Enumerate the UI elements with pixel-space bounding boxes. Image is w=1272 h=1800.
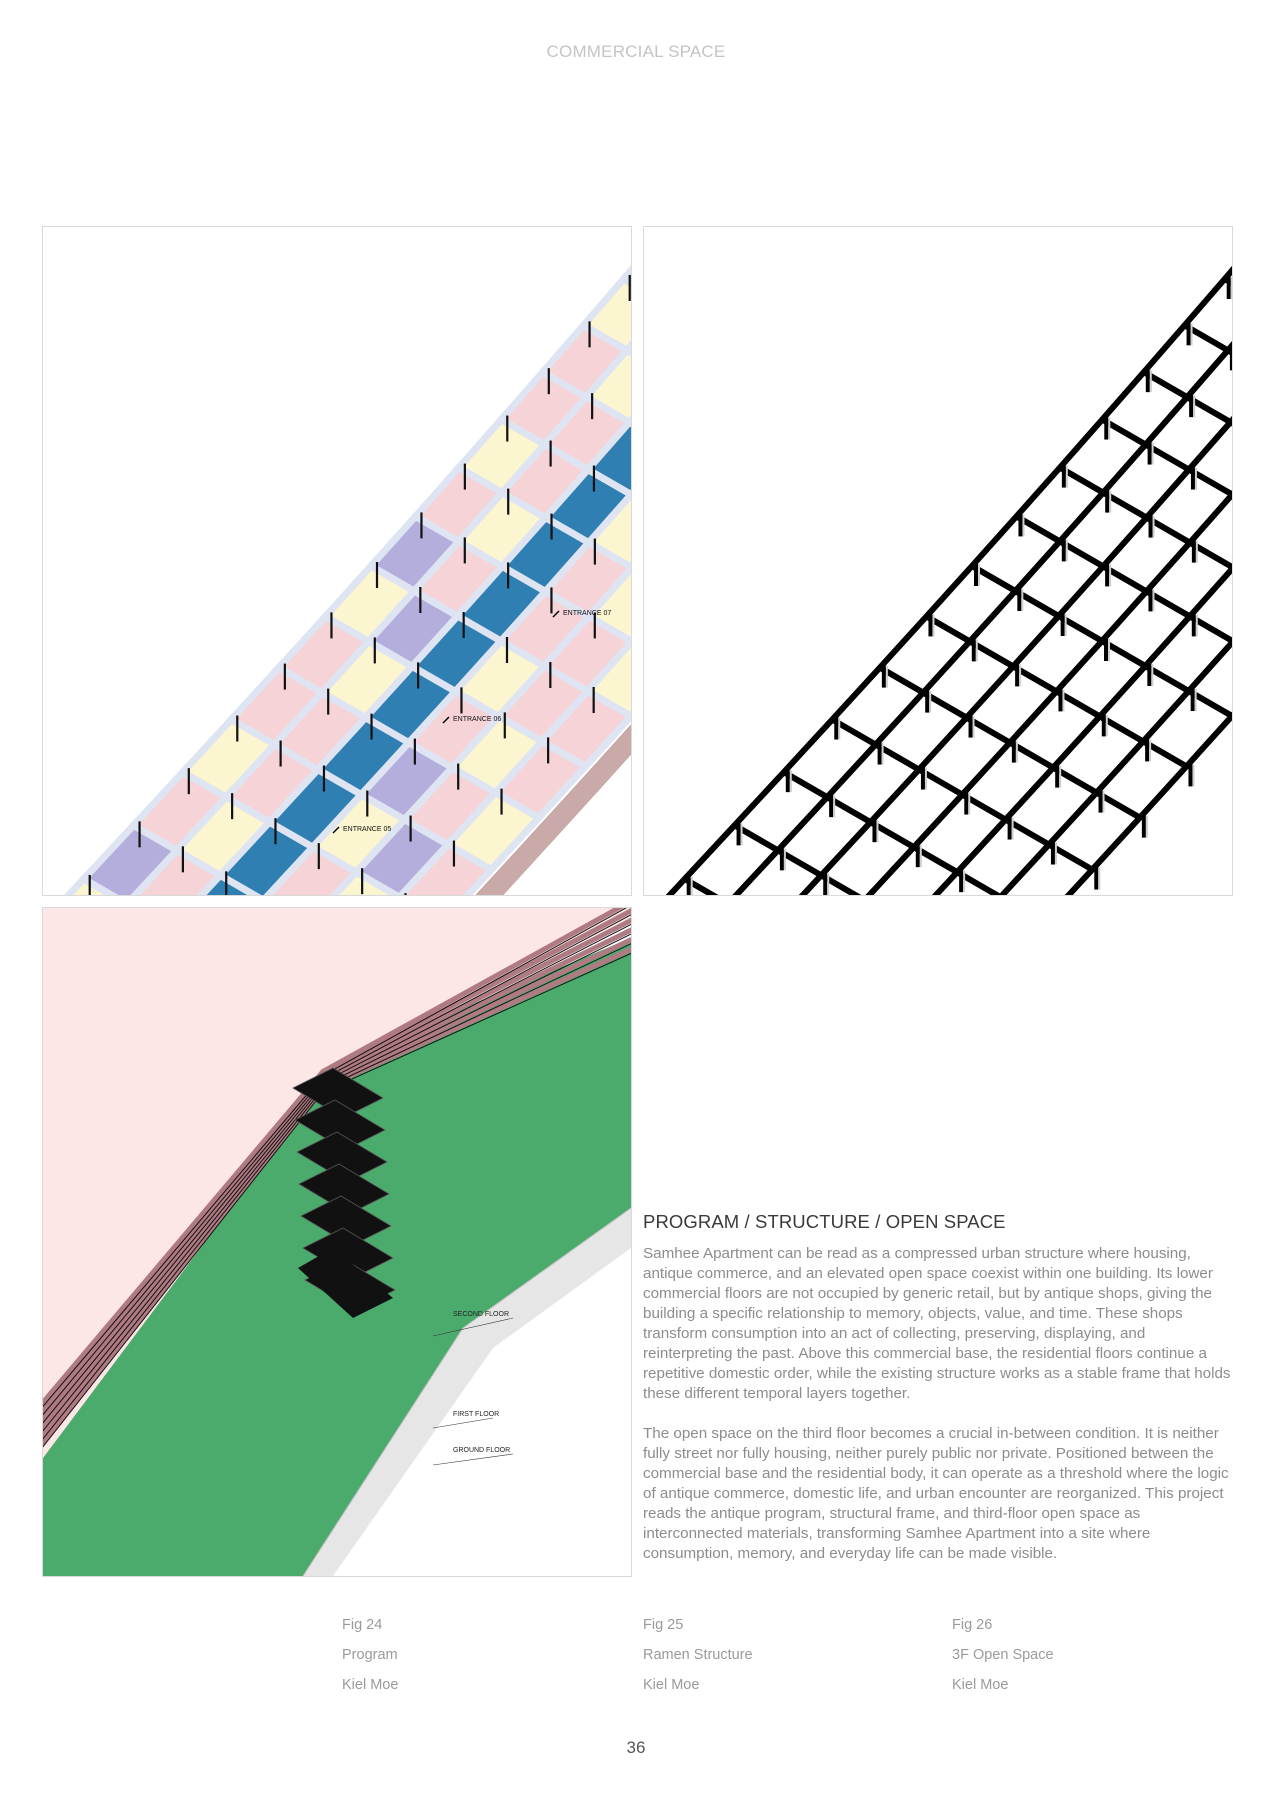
structure-drawing	[644, 227, 1232, 895]
entrance-label: ENTRANCE 07	[563, 610, 612, 617]
label-first-floor: FIRST FLOOR	[453, 1411, 500, 1418]
caption-number: Fig 24	[342, 1617, 383, 1633]
caption-fig-24	[342, 1610, 398, 1700]
label-ground-floor: GROUND FLOOR	[453, 1447, 511, 1454]
caption-number: Fig 25	[643, 1617, 684, 1633]
section-heading: PROGRAM / STRUCTURE / OPEN SPACE	[643, 1211, 1006, 1232]
caption-title: Program	[342, 1647, 398, 1663]
page-number: 36	[626, 1738, 646, 1757]
ramen-frame	[644, 227, 1232, 895]
paragraph-2: The open space on the third floor becomes a crucial in-between condition. It is neither fully street nor fully housing, neither purely public nor private. Positioned between the commercial base and the residential body, it can operate as a threshold where the logic of antique commerce, domestic life, and urban encounter are reorganized. This project reads the antique program, structural frame, and third-floor open space as interconnected materials, transforming Samhee Apartment into a site where consumption, memory, and everyday life can be made visible.	[643, 1425, 1229, 1562]
label-second-floor: SECOND FLOOR	[453, 1311, 510, 1318]
entrance-label: ENTRANCE 06	[453, 716, 502, 723]
open-space-figure	[42, 907, 632, 1577]
caption-author: Kiel Moe	[342, 1677, 399, 1693]
entrance-label: ENTRANCE 05	[343, 826, 392, 833]
program-figure	[42, 226, 632, 896]
program-drawing	[43, 227, 631, 895]
caption-author: Kiel Moe	[643, 1677, 700, 1693]
program-cells	[43, 227, 631, 895]
open-space-drawing	[43, 908, 631, 1576]
caption-title: Ramen Structure	[643, 1647, 753, 1663]
paragraph-1: Samhee Apartment can be read as a compressed urban structure where housing, antique commerce, and an elevated open space coexist within one building. Its lower commercial floors are not occupied by generic retail, but by antique shops, giving the building a specific relationship to memory, objects, value, and time. These shops transform consumption into an act of collecting, preserving, displaying, and reinterpreting the past. Above this commercial base, the residential floors continue a repetitive domestic order, while the existing structure works as a stable frame that holds these different temporal layers together.	[643, 1245, 1231, 1402]
description	[643, 1212, 1233, 1584]
structure-figure	[643, 226, 1233, 896]
caption-number: Fig 26	[952, 1617, 993, 1633]
caption-title: 3F Open Space	[952, 1647, 1054, 1663]
caption-fig-25	[643, 1610, 753, 1700]
caption-author: Kiel Moe	[952, 1677, 1009, 1693]
caption-fig-26	[952, 1610, 1054, 1700]
page-header: COMMERCIAL SPACE	[546, 42, 726, 61]
